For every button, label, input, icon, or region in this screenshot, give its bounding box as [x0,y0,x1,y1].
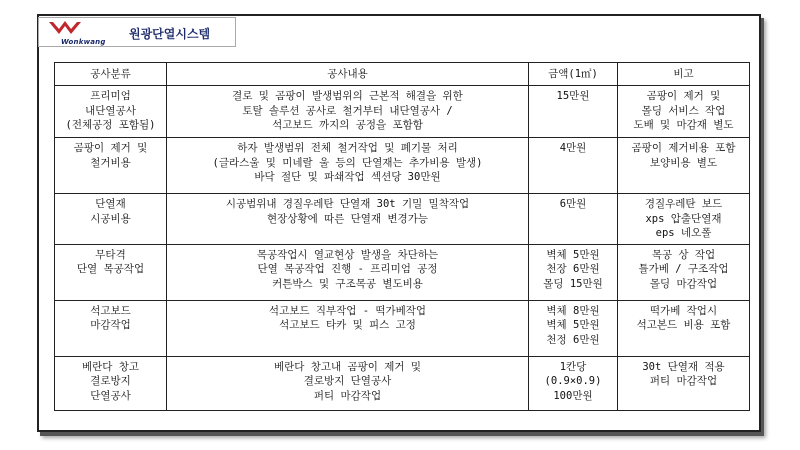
category-cell: 베란다 창고 결로방지 단열공사 [55,356,167,410]
brand-name-en: Wonkwang [61,38,106,46]
content-cell: 목공작업시 열교현상 발생을 차단하는 단열 목공작업 진행 - 프리미엄 공정 커튼박스 및 구조목공 별도비용 [167,244,529,300]
table-header-row [55,63,750,86]
header-category: 공사분류 [55,63,167,86]
table-row [55,86,750,138]
table-row [55,138,750,194]
category-cell: 단열재 시공비용 [55,194,167,245]
amount-cell: 15만원 [529,86,618,138]
table-row [55,194,750,245]
amount-cell: 벽체 8만원 벽체 5만원 천정 6만원 [529,300,618,356]
header-amount: 금액(1㎡) [529,63,618,86]
note-cell: 곰팡이 제거 및 몰딩 서비스 작업 도배 및 마감재 별도 [618,86,750,138]
category-cell: 곰팡이 제거 및 철거비용 [55,138,167,194]
note-cell: 목공 상 작업 틀가베 / 구조작업 몰딩 마감작업 [618,244,750,300]
content-cell: 베란다 창고내 곰팡이 제거 및 결로방지 단열공사 퍼티 마감작업 [167,356,529,410]
note-cell: 경질우레탄 보드 xps 압출단열재 eps 네오폴 [618,194,750,245]
price-table [54,62,750,411]
table-row [55,356,750,410]
amount-cell: 벽체 5만원 천장 6만원 몰딩 15만원 [529,244,618,300]
content-cell: 결로 및 곰팡이 발생범위의 근본적 해결을 위한 토탈 솔루션 공사로 철거부터 내단열공사 / 석고보드 까지의 공정을 포함함 [167,86,529,138]
table-row [55,244,750,300]
note-cell: 떡가베 작업시 석고본드 비용 포함 [618,300,750,356]
header-note: 비고 [618,63,750,86]
content-cell: 시공범위내 경질우레탄 단열재 30t 기밀 밀착작업 현장상황에 따른 단열재 변경가능 [167,194,529,245]
company-logo [38,17,236,47]
content-cell: 하자 발생범위 전체 철거작업 및 폐기물 처리 (글라스울 및 미네랄 울 등의 단열재는 추가비용 발생) 바닥 절단 및 파쇄작업 섹션당 30만원 [167,138,529,194]
amount-cell: 1칸당 (0.9×0.9) 100만원 [529,356,618,410]
brand-name-ko: 원광단열시스템 [129,27,211,41]
amount-cell: 6만원 [529,194,618,245]
wonkwang-emblem-icon [45,20,111,40]
category-cell: 무타격 단열 목공작업 [55,244,167,300]
amount-cell: 4만원 [529,138,618,194]
category-cell: 석고보드 마감작업 [55,300,167,356]
note-cell: 30t 단열재 적용 퍼티 마감작업 [618,356,750,410]
category-cell: 프리미엄 내단열공사 (전체공정 포함됨) [55,86,167,138]
header-content: 공사내용 [167,63,529,86]
table-row [55,300,750,356]
note-cell: 곰팡이 제거비용 포함 보양비용 별도 [618,138,750,194]
content-cell: 석고보드 직부작업 - 떡가베작업 석고보드 타카 및 피스 고정 [167,300,529,356]
